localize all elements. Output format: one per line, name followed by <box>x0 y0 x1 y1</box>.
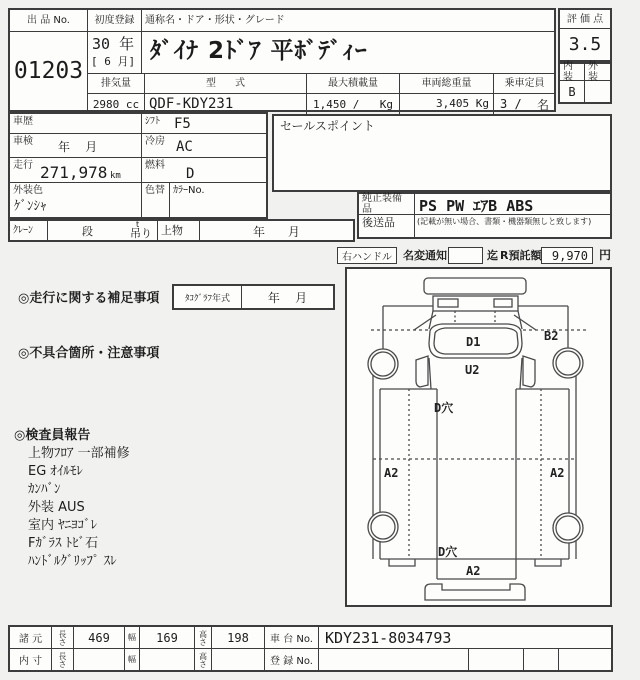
inner-height-value <box>212 649 265 670</box>
inspection-label: 車検 <box>13 136 33 147</box>
tachograph-value: 年 月 <box>267 290 308 305</box>
width-label: 幅 <box>125 627 140 649</box>
registration-no-cell-3 <box>524 649 559 670</box>
length-value: 469 <box>74 627 125 649</box>
interior-grade: B <box>560 81 585 102</box>
shift-value: F5 <box>174 116 191 132</box>
crane-label: ｸﾚｰﾝ <box>10 221 48 241</box>
color-no-label: ｶﾗｰNo. <box>173 185 205 196</box>
inspector-item: ｶﾝﾊﾞﾝ <box>28 482 61 497</box>
first-registration-label: 初度登録 <box>88 10 142 32</box>
interior-label: 内装 <box>560 64 585 81</box>
registration-no-cell-2 <box>469 649 524 670</box>
first-registration-month: [ 6 月] <box>91 55 136 68</box>
sales-point-box <box>272 114 612 192</box>
name-change-label: 名変通知 <box>403 249 447 262</box>
inner-length-label: 長さ <box>52 649 74 670</box>
fuel-value: D <box>186 166 195 182</box>
capacity-label: 乗車定員 <box>494 74 555 94</box>
yen-label: 円 <box>599 248 612 262</box>
width-value: 169 <box>140 627 195 649</box>
forwarding-note: (記載が無い場合、書類・機器類無しと致します) <box>417 217 592 226</box>
inner-height-label: 高さ <box>195 649 212 670</box>
damage-code-right-side: A2 <box>550 466 565 480</box>
equipment-label: 純正装備品 <box>359 194 415 215</box>
body-label: 上物 <box>158 221 200 241</box>
damage-code-windshield: D1 <box>466 335 481 349</box>
inspector-item: 室内 ﾔﾆﾖｺﾞﾚ <box>28 518 98 533</box>
exterior-color-label: 外装色 <box>13 185 43 196</box>
damage-code-right-front: B2 <box>544 329 559 343</box>
gvw-value: 3,405 Kg <box>400 94 494 114</box>
inspector-item: 上物ﾌﾛｱ 一部補修 <box>28 446 130 461</box>
displacement-value: 2980 cc <box>88 94 145 114</box>
inner-dim-row-label: 内 寸 <box>10 649 52 670</box>
crane-lift-label: 吊り <box>130 227 152 240</box>
name-change-value-box <box>448 247 483 264</box>
until-label: 迄 <box>487 249 498 262</box>
capacity-value: 3 / <box>500 97 522 111</box>
deposit-label: R預託額 <box>500 249 542 262</box>
ac-label: 冷房 <box>145 136 165 147</box>
mileage-value: 271,978 <box>40 163 108 182</box>
header-table <box>8 8 556 112</box>
damage-diagram <box>345 267 612 607</box>
registration-no-label: 登 録 No. <box>265 649 319 670</box>
equipment-value: PS PW ｴｱB ABS <box>415 194 610 215</box>
equipment-table <box>357 192 612 239</box>
inner-width-label: 幅 <box>125 649 140 670</box>
history-label: 車歴 <box>10 114 142 134</box>
damage-code-tailgate: A2 <box>466 564 481 578</box>
gvw-label: 車両総重量 <box>400 74 494 94</box>
inspector-item: EG ｵｲﾙﾓﾚ <box>28 464 83 479</box>
forwarding-label: 後送品 <box>359 215 415 237</box>
vehicle-detail-table <box>8 112 268 219</box>
crane-step-label: 段 <box>82 225 93 238</box>
damage-code-roof: U2 <box>465 363 480 377</box>
fuel-label: 燃料 <box>145 160 165 171</box>
dimensions-table <box>8 625 613 672</box>
exterior-label: 外装 <box>585 64 610 81</box>
inner-width-value <box>140 649 195 670</box>
spec-row-label: 諸 元 <box>10 627 52 649</box>
score-value: 3.5 <box>568 34 602 55</box>
mileage-note-heading: ◎走行に関する補足事項 <box>18 291 160 306</box>
defects-heading: ◎不具合箇所・注意事項 <box>18 346 160 361</box>
right-handle-badge: 右ハンドル <box>337 247 397 264</box>
capacity-unit: 名 <box>536 97 549 112</box>
registration-no-cell-1 <box>319 649 469 670</box>
score-box <box>558 8 612 62</box>
interior-exterior-box <box>558 62 612 104</box>
payload-unit: Kg <box>379 97 393 111</box>
score-label: 評 価 点 <box>560 10 610 29</box>
payload-label: 最大積載量 <box>307 74 400 94</box>
repaint-label: 色替 <box>142 183 170 218</box>
inspector-item: 外装 AUS <box>28 500 85 515</box>
front-bumper-shape <box>424 278 526 294</box>
tachograph-label: ﾀｺｸﾞﾗﾌ年式 <box>174 286 242 308</box>
lot-number-label: 出 品 No. <box>10 10 88 32</box>
inspector-heading: ◎検査員報告 <box>14 428 91 443</box>
truck-top-view-drawing <box>347 269 610 605</box>
first-registration-year: 30 年 <box>92 35 135 53</box>
payload-value: 1,450 / <box>313 97 360 111</box>
registration-no-cell-4 <box>559 649 611 670</box>
deposit-value: 9,970 <box>541 247 593 264</box>
ac-value: AC <box>176 139 193 155</box>
lot-number-value: 01203 <box>10 32 88 110</box>
sales-point-label: セールスポイント <box>280 119 375 133</box>
tachograph-box <box>172 284 335 310</box>
model-code-value: QDF-KDY231 <box>145 94 307 114</box>
exterior-color-value: ｹﾞﾝｼｬ <box>14 199 47 214</box>
inspector-item: ﾊﾝﾄﾞﾙｸﾞﾘｯﾌﾟ ｽﾚ <box>28 554 117 569</box>
damage-code-left-side: A2 <box>384 466 399 480</box>
model-code-label: 型 式 <box>145 74 307 94</box>
length-label: 長さ <box>52 627 74 649</box>
height-label: 高さ <box>195 627 212 649</box>
damage-code-bed-upper: D穴 <box>434 401 454 415</box>
inspection-value: 年 月 <box>58 140 98 154</box>
mileage-unit: km <box>110 171 121 181</box>
shift-label: ｼﾌﾄ <box>145 116 160 127</box>
chassis-no-label: 車 台 No. <box>265 627 319 649</box>
displacement-label: 排気量 <box>88 74 145 94</box>
inner-length-value <box>74 649 125 670</box>
crane-ton-label: t <box>136 220 140 229</box>
crane-body-row <box>8 219 355 242</box>
chassis-no-value: KDY231-8034793 <box>319 627 611 649</box>
inspector-item: Fｶﾞﾗｽ ﾄﾋﾞ石 <box>28 536 99 551</box>
body-year-month: 年 月 <box>253 224 300 239</box>
vehicle-name-header: 通称名・ドア・形状・グレード <box>142 10 556 32</box>
damage-code-bed-lower: D穴 <box>438 545 458 559</box>
vehicle-name: ﾀﾞｲﾅ 2ﾄﾞｱ 平ﾎﾞﾃﾞｨｰ <box>150 38 368 64</box>
mileage-label: 走行 <box>13 160 33 171</box>
height-value: 198 <box>212 627 265 649</box>
exterior-grade <box>585 81 610 102</box>
